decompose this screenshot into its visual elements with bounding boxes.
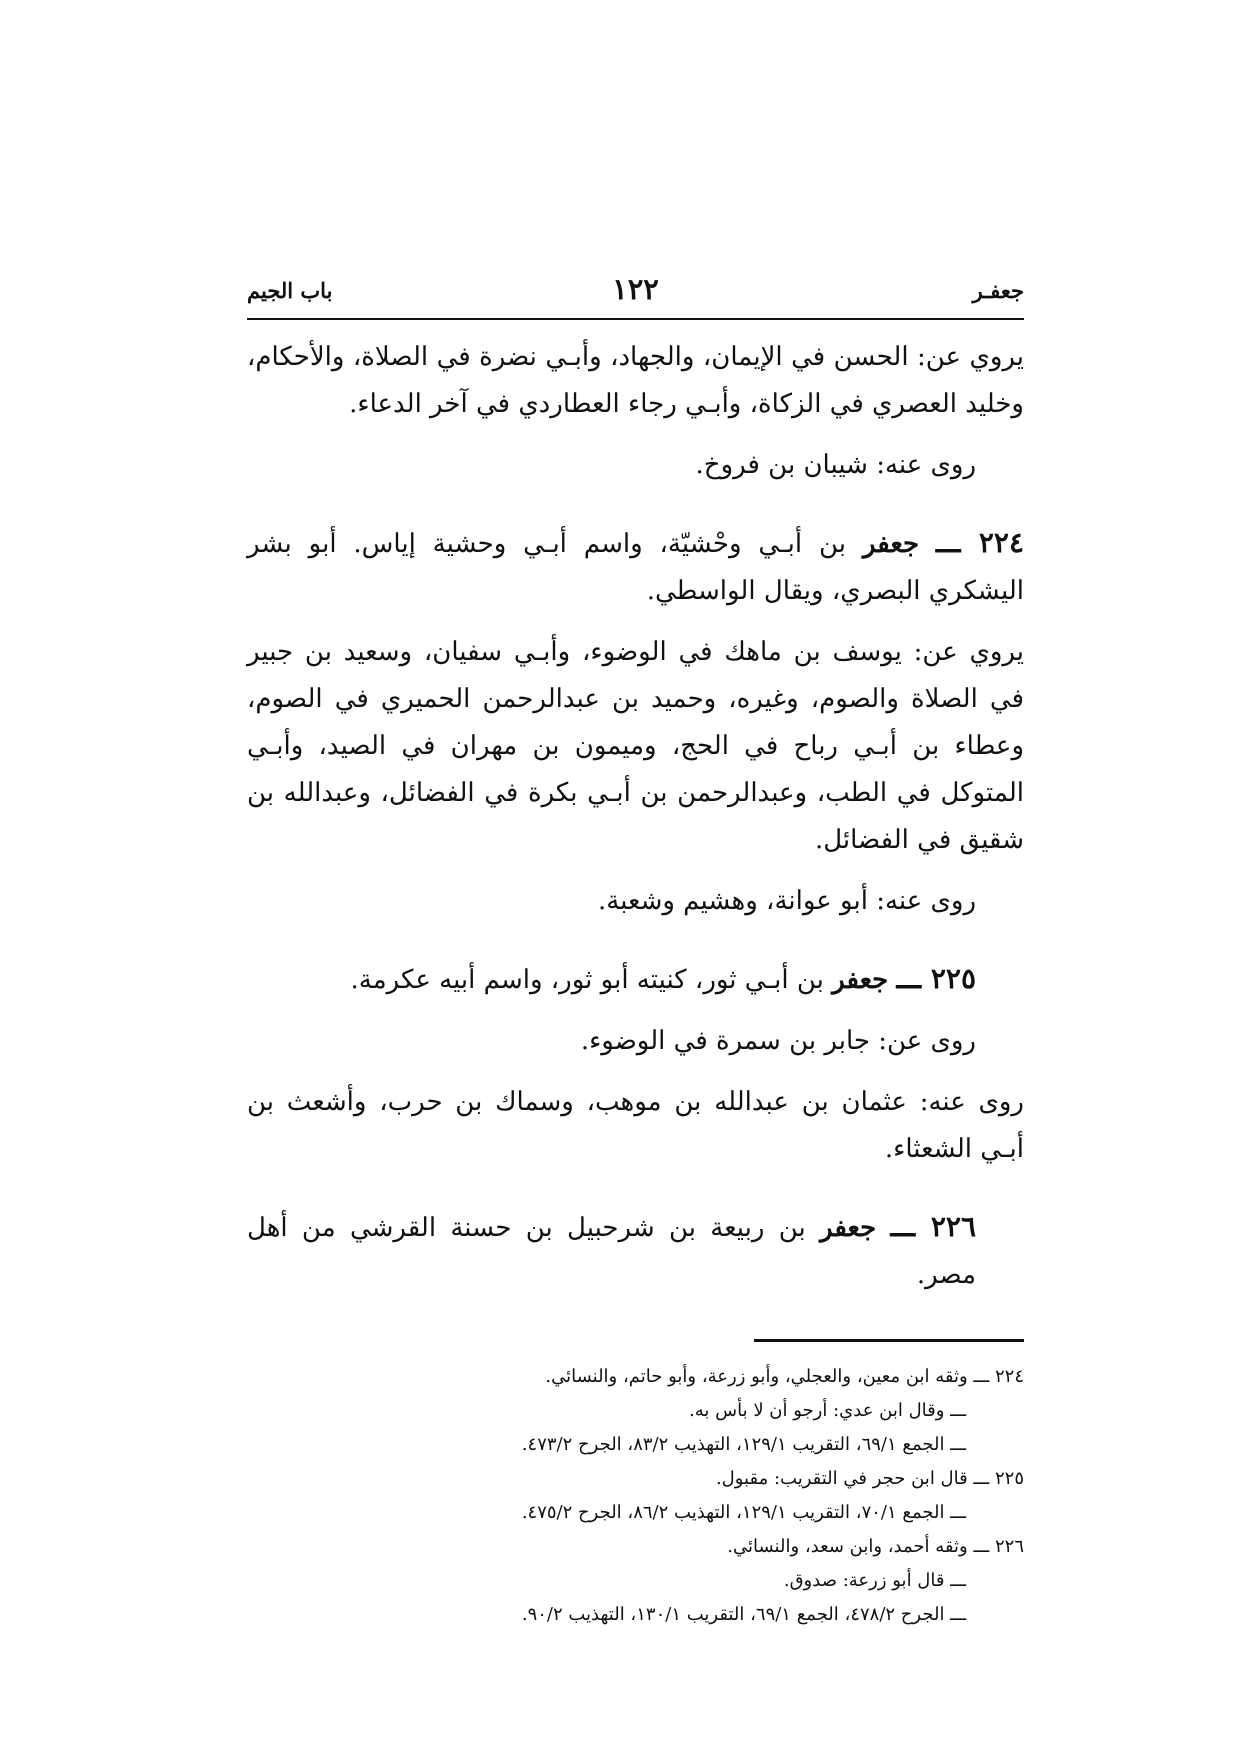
entry-224 (247, 519, 1024, 615)
entry-number: ٢٢٦ ـــ (890, 1210, 977, 1243)
paragraph-narrates-from: روى عن: جابر بن سمرة في الوضوء. (580, 1026, 976, 1056)
paragraph-narrated-by: روى عنه: شيبان بن فروخ. (695, 450, 976, 480)
entry-name: جعفر (862, 529, 920, 559)
paragraph-narrated-by: روى عنه: عثمان بن عبدالله بن موهب، وسماك بن حرب، وأشعث بن أبـي الشعثاء. (247, 1087, 1024, 1164)
footnote-line: ـــ قال أبو زرعة: صدوق. (783, 1570, 966, 1591)
paragraph-narrated-by: روى عنه: أبو عوانة، وهشيم وشعبة. (597, 886, 976, 916)
entry-text: بن ربيعة بن شرحبيل بن حسنة القرشي من أهل مصر. (247, 1213, 976, 1290)
footnote-line: ـــ الجمع ٦٩/١، التقريب ١٢٩/١، التهذيب ٨٣/٢، الجرح ٤٧٣/٢. (521, 1434, 966, 1455)
main-text (247, 334, 1024, 1299)
footnote-line: ـــ الجرح ٤٧٨/٢، الجمع ٦٩/١، التقريب ١٣٠/١، التهذيب ٩٠/٢. (521, 1604, 966, 1625)
footnotes (247, 1360, 1024, 1632)
page-number: ١٢٢ (612, 272, 659, 306)
running-header (247, 272, 1024, 320)
book-page (247, 272, 1024, 1632)
entry-number: ٢٢٥ ـــ (896, 962, 976, 995)
footnote-divider (754, 1339, 1024, 1342)
footnote-line: ـــ الجمع ٧٠/١، التقريب ١٢٩/١، التهذيب ٨٦/٢، الجرح ٤٧٥/٢. (521, 1502, 966, 1523)
header-entry-word: جعفـر (972, 278, 1024, 303)
chapter-title: باب الجيم (247, 278, 333, 303)
entry-number: ٢٢٤ ـــ (935, 526, 1025, 559)
entry-name: جعفر (820, 1213, 877, 1243)
paragraph-narrates-from: يروي عن: يوسف بن ماهك في الوضوء، وأبـي سفيان، وسعيد بن جبير في الصلاة والصوم، وغيره، وحميد بن عبدالرحمن الحميري في الصوم، وعطاء بن أبـي رباح في الحج، وميمون بن مهران في الصيد، وأبـي المتوكل في الطب، وعبدالرحمن بن أبـي بكرة في الفضائل، وعبدالله بن شقيق في الفضائل. (247, 637, 1025, 855)
paragraph-narrates-from: يروي عن: الحسن في الإيمان، والجهاد، وأبـي نضرة في الصلاة، والأحكام، وخليد العصري في الزكاة، وأبـي رجاء العطاردي في آخر الدعاء. (247, 342, 1024, 419)
entry-text: بن أبـي ثور، كنيته أبو ثور، واسم أبيه عكرمة. (350, 965, 824, 995)
entry-226 (247, 1203, 1024, 1299)
footnote-line: ٢٢٤ ـــ وثقه ابن معين، والعجلي، وأبو زرعة، وأبو حاتم، والنسائي. (545, 1366, 1024, 1387)
footnote-line: ـــ وقال ابن عدي: أرجو أن لا بأس به. (689, 1400, 966, 1421)
entry-225 (247, 955, 1024, 1004)
footnote-line: ٢٢٦ ـــ وثقه أحمد، وابن سعد، والنسائي. (727, 1536, 1024, 1557)
entry-text: بن أبـي وحْشيّة، واسم أبـي وحشية إياس. أبو بشر اليشكري البصري، ويقال الواسطي. (247, 529, 1024, 606)
entry-name: جعفر (832, 965, 889, 995)
footnote-line: ٢٢٥ ـــ قال ابن حجر في التقريب: مقبول. (715, 1468, 1024, 1489)
